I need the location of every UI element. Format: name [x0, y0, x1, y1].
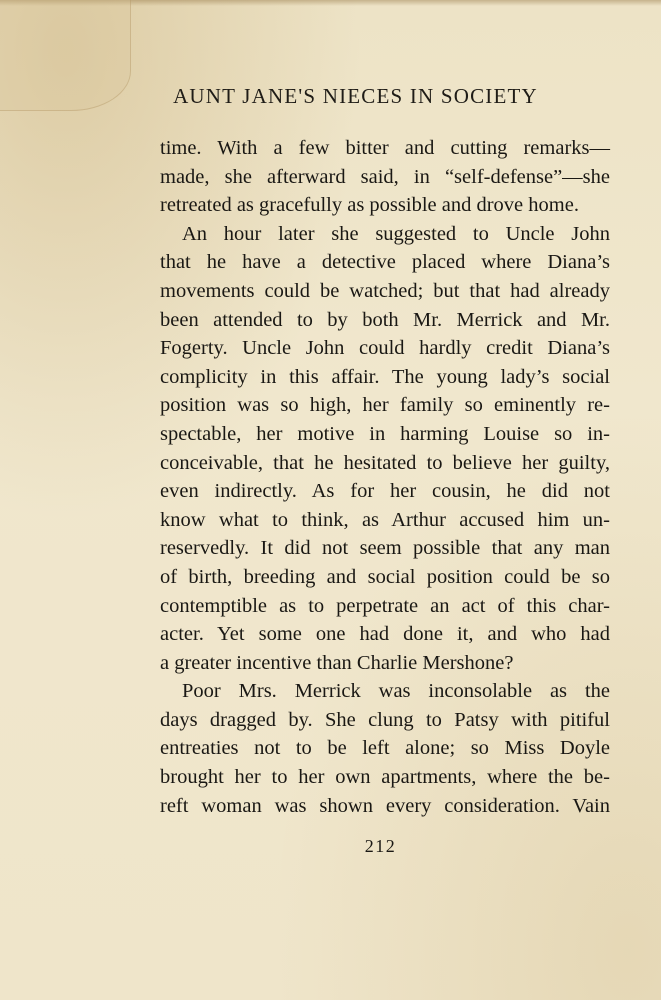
text-line: acter. Yet some one had done it, and who had [160, 623, 610, 646]
text-line: been attended to by both Mr. Merrick and Mr. [160, 308, 610, 331]
text-line: movements could be watched; but that had already [160, 279, 610, 302]
text-line: even indirectly. As for her cousin, he did not [160, 480, 610, 503]
text-line: contemptible as to perpetrate an act of this char- [160, 594, 610, 617]
text-line: a greater incentive than Charlie Mershone? [160, 651, 514, 674]
running-head: AUNT JANE'S NIECES IN SOCIETY [173, 84, 538, 108]
text-line: Poor Mrs. Merrick was inconsolable as the [182, 680, 610, 703]
text-line: reft woman was shown every consideration. Vain [160, 794, 610, 817]
text-line: retreated as gracefully as possible and drove home. [160, 194, 579, 217]
text-line: complicity in this affair. The young lady’s social [160, 365, 610, 388]
page-number: 212 [364, 836, 397, 856]
text-line: of birth, breeding and social position could be so [160, 565, 610, 588]
text-line: An hour later she suggested to Uncle John [182, 222, 610, 245]
text-line: made, she afterward said, in “self-defense”—she [160, 165, 610, 188]
text-line: time. With a few bitter and cutting remarks— [160, 137, 610, 159]
text-line: brought her to her own apartments, where the be- [160, 766, 610, 789]
body-text [160, 134, 610, 820]
text-line: conceivable, that he hesitated to believe her guilty, [160, 451, 610, 474]
text-line: reservedly. It did not seem possible that any man [160, 537, 610, 560]
text-line: position was so high, her family so eminently re- [160, 394, 610, 417]
text-line: days dragged by. She clung to Patsy with pitiful [160, 708, 610, 731]
text-line: entreaties not to be left alone; so Miss Doyle [160, 737, 610, 760]
text-line: that he have a detective placed where Diana’s [160, 251, 610, 274]
text-line: know what to think, as Arthur accused him un- [160, 508, 610, 531]
text-line: Fogerty. Uncle John could hardly credit Diana’s [160, 337, 610, 360]
text-line: spectable, her motive in harming Louise so in- [160, 422, 610, 445]
